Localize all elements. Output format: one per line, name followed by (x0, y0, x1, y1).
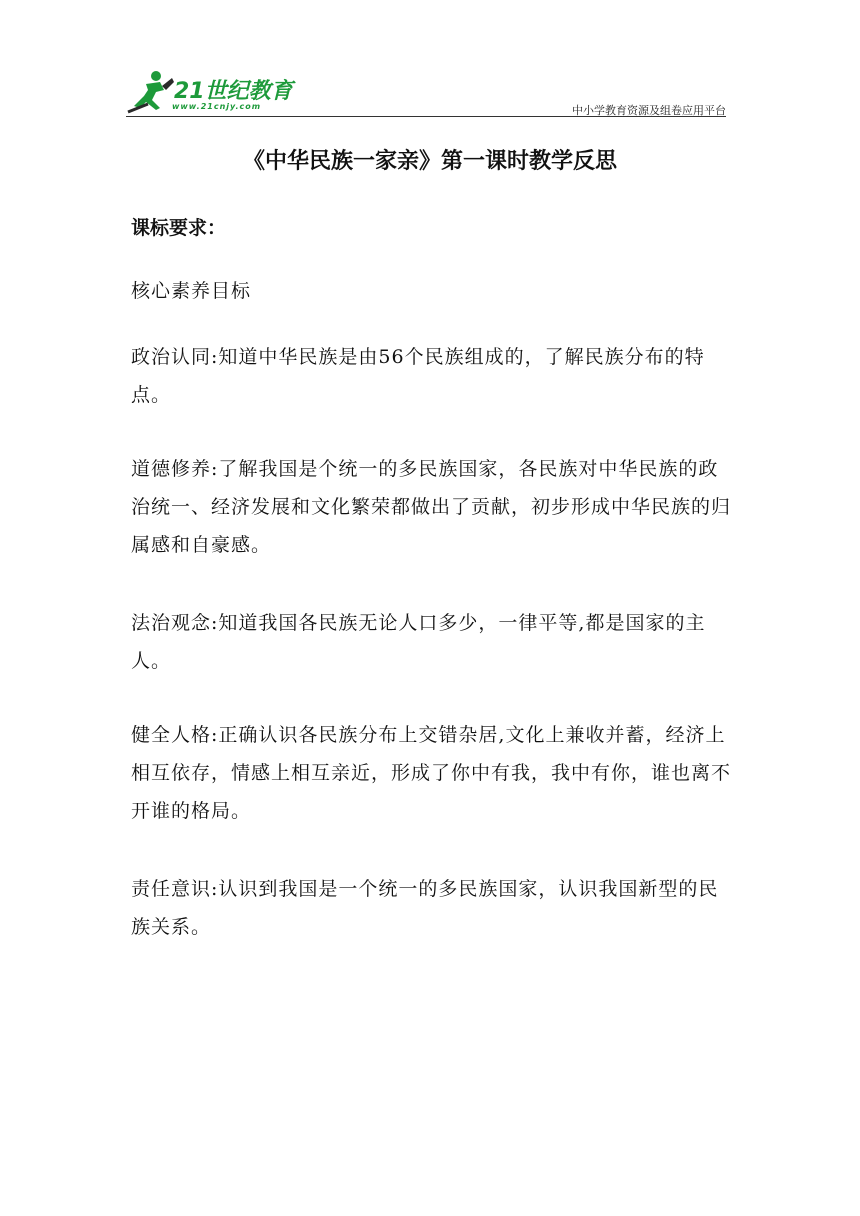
paragraph-sound-personality: 健全人格:正确认识各民族分布上交错杂居,文化上兼收并蓄，经济上相互依存，情感上相互亲近，形成了你中有我，我中有你，谁也离不开谁的格局。 (131, 724, 732, 822)
logo-url: www.21cnjy.com (172, 102, 262, 111)
header-slogan: 中小学教育资源及组卷应用平台 (572, 104, 726, 117)
runner-logo-icon (126, 68, 176, 114)
paragraph-rule-of-law: 法治观念:知道我国各民族无论人口多少，一律平等,都是国家的主人。 (131, 612, 706, 672)
section-heading: 课标要求： (131, 217, 227, 239)
logo (126, 68, 306, 114)
paragraph-responsibility: 责任意识:认识到我国是一个统一的多民族国家，认识我国新型的民族关系。 (131, 878, 719, 938)
page-header (126, 68, 726, 118)
paragraph-moral-cultivation: 道德修养:了解我国是个统一的多民族国家，各民族对中华民族的政治统一、经济发展和文化繁荣都做出了贡献，初步形成中华民族的归属感和自豪感。 (131, 458, 732, 556)
paragraph-political-identity: 政治认同:知道中华民族是由56个民族组成的，了解民族分布的特点。 (131, 346, 705, 406)
paragraph-core-literacy: 核心素养目标 (131, 280, 252, 302)
header-divider (126, 116, 726, 117)
document-title: 《中华民族一家亲》第一课时教学反思 (242, 149, 617, 174)
logo-text: 21世纪教育 (174, 79, 293, 104)
